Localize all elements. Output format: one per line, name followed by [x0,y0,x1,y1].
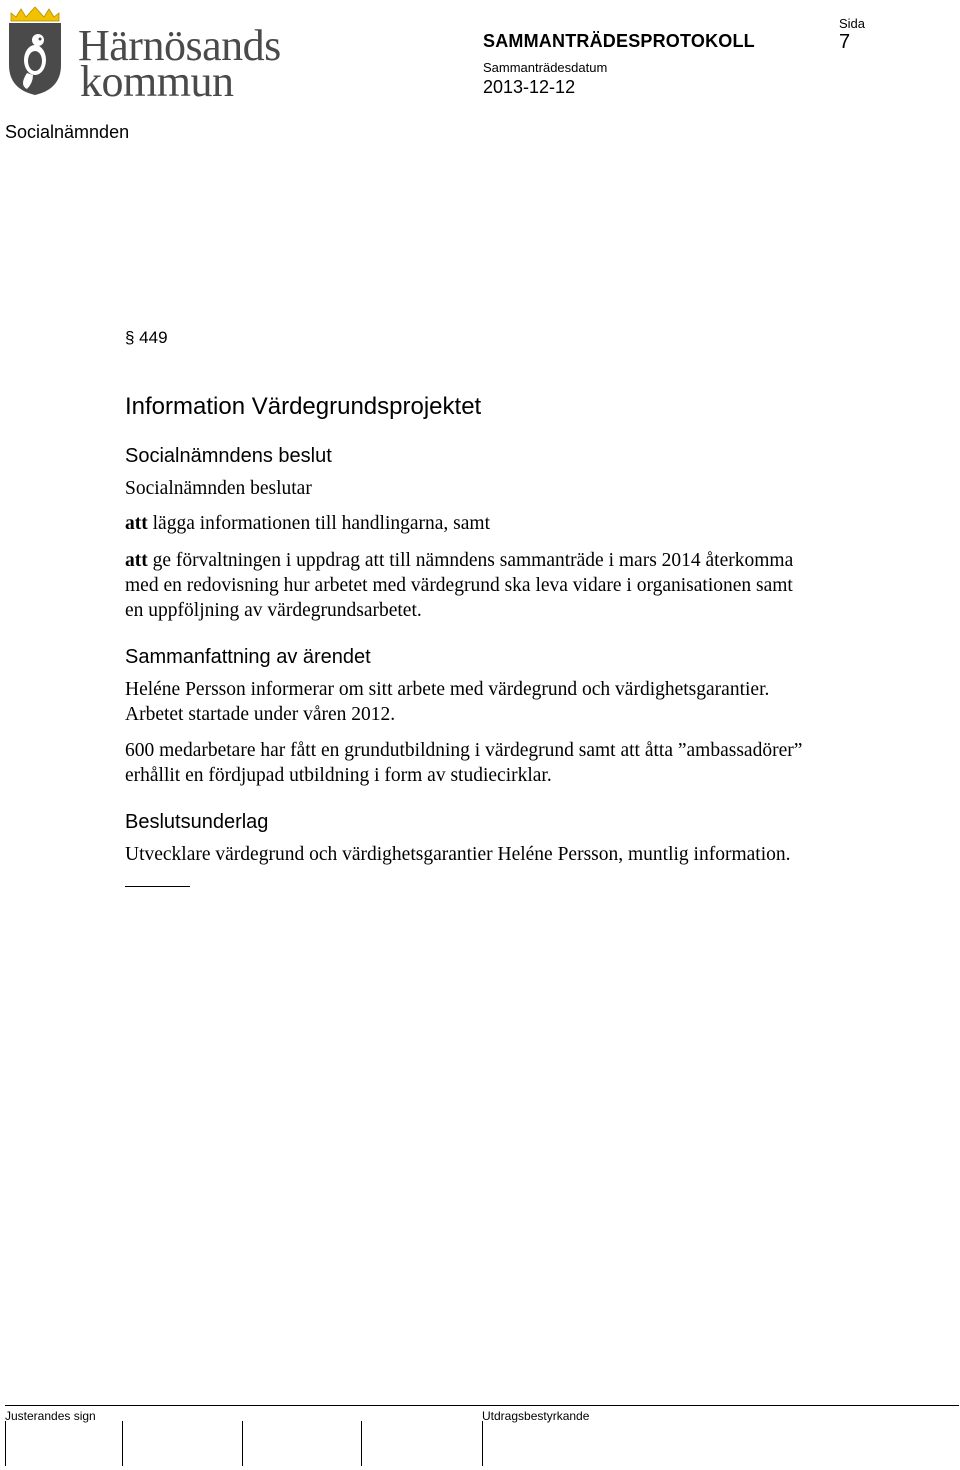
section-end-rule [125,886,190,887]
meeting-date: 2013-12-12 [483,77,576,97]
committee-name: Socialnämnden [5,122,130,142]
summary-p1-line1: Heléne Persson informerar om sitt arbete med värdegrund och värdighetsgarantier. [125,679,770,700]
decision-point-2-line3: en uppföljning av värdegrundsarbetet. [125,600,422,621]
signature-box-divider [361,1421,362,1466]
att-keyword: att [125,513,148,534]
meeting-date-label: Sammanträdesdatum [483,60,608,75]
summary-p1-line2: Arbetet startade under våren 2012. [125,704,396,725]
page-number: 7 [839,31,851,53]
decision-intro: Socialnämnden beslutar [125,478,312,499]
summary-p2-line1: 600 medarbetare har fått en grundutbildning i värdegrund samt att åtta ”ambassadörer” [125,740,803,761]
basis-text: Utvecklare värdegrund och värdighetsgarantier Heléne Persson, muntlig information. [125,844,791,865]
justerandes-sign-label: Justerandes sign [5,1409,96,1423]
decision-point-2-line1: ge förvaltningen i uppdrag att till nämndens sammanträde i mars 2014 återkomma [152,550,794,571]
summary-heading: Sammanfattning av ärendet [125,646,371,668]
paragraph-number: § 449 [125,328,168,347]
utdragsbestyrkande-label: Utdragsbestyrkande [482,1409,590,1423]
logo-wordmark-line1: Härnösands [78,21,281,70]
att-keyword: att [125,550,148,571]
logo-wordmark-line2: kommun [80,57,234,106]
page-title: Information Värdegrundsprojektet [125,393,482,420]
coat-of-arms-icon [5,5,65,97]
document-type: SAMMANTRÄDESPROTOKOLL [483,31,755,51]
decision-point-2-line2: med en redovisning hur arbetet med värdegrund ska leva vidare i organisationen samt [125,575,793,596]
decision-heading: Socialnämndens beslut [125,445,332,467]
signature-box-divider [122,1421,123,1466]
decision-point-1 [125,511,490,536]
signature-box-divider [242,1421,243,1466]
summary-p2-line2: erhållit en fördjupad utbildning i form av studiecirklar. [125,765,552,786]
signature-box-divider [5,1421,6,1466]
signature-box-divider [482,1421,483,1466]
page-label: Sida [839,16,866,31]
footer-divider [5,1405,959,1406]
basis-heading: Beslutsunderlag [125,811,269,833]
decision-point-2 [125,548,793,573]
decision-point-1-text: lägga informationen till handlingarna, samt [152,513,490,534]
